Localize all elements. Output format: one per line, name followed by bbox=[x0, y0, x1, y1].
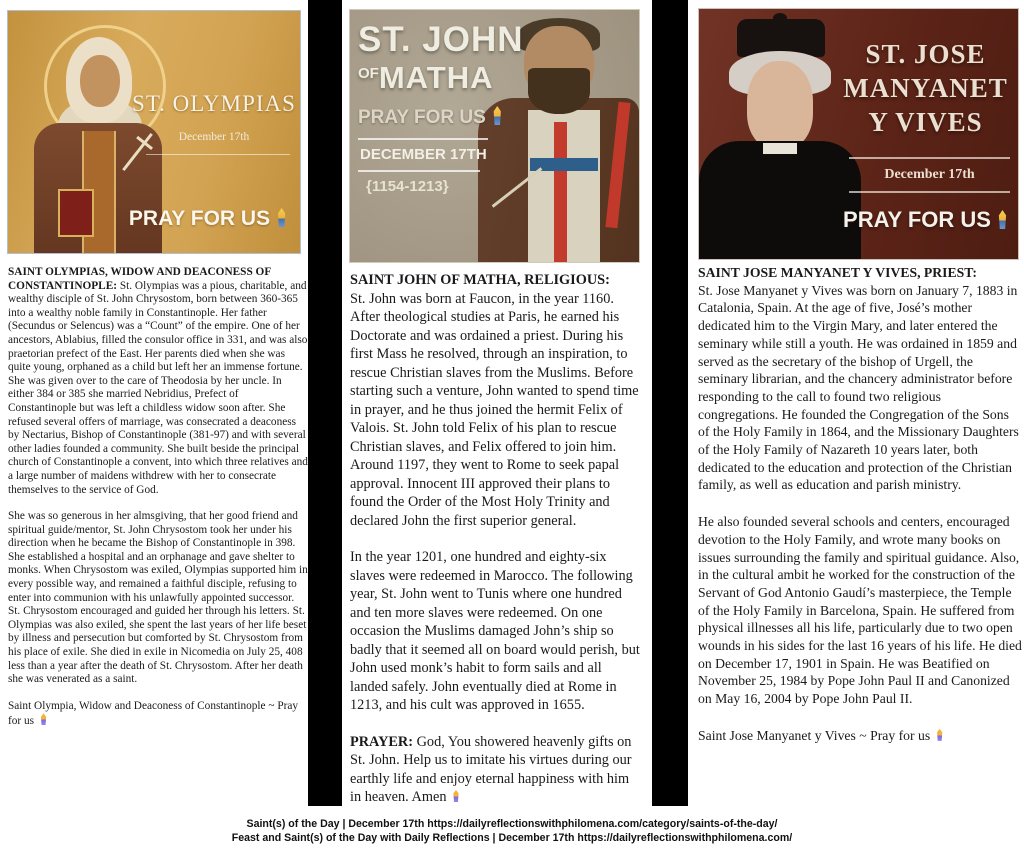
folded-hands-icon bbox=[934, 729, 945, 741]
divider-line bbox=[358, 170, 480, 172]
card-title-line2 bbox=[358, 60, 493, 96]
clerical-collar bbox=[763, 143, 797, 154]
column-divider-band-left bbox=[308, 0, 342, 806]
divider-line bbox=[146, 154, 290, 155]
footer-line-1: Saint(s) of the Day | December 17th https://dailyreflectionswithphilomena.com/category/saints-of-the-day/ bbox=[246, 818, 778, 830]
priest-face bbox=[747, 61, 813, 149]
article-heading: SAINT JOSE MANYANET Y VIVES, PRIEST: bbox=[698, 265, 977, 280]
jose-manyanet-article bbox=[698, 264, 1022, 764]
footer bbox=[0, 818, 1024, 845]
olympias-article bbox=[8, 266, 309, 742]
paragraph-text: In the year 1201, one hundred and eighty-six slaves were redeemed in Marocco. The following year, St. John went to Tunis where one hundred and ten more slaves were redeemed. On one occasion the Muslims damaged John’s ship so badly that it seemed all on board would perish, but John used monk’s habit to form sails and all landed safely. John eventually died at Rome in 1213, and his cult was approved in 1655. bbox=[350, 549, 640, 713]
column-divider-band-right bbox=[652, 0, 688, 806]
article-heading: SAINT JOHN OF MATHA, RELIGIOUS: bbox=[350, 272, 610, 288]
article-paragraph bbox=[350, 548, 642, 715]
card-title-line2: MANYANET bbox=[843, 73, 1008, 103]
divider-line bbox=[358, 138, 488, 140]
john-of-matha-article bbox=[350, 271, 642, 825]
monk-beard bbox=[528, 68, 590, 114]
card-date: December 17th bbox=[178, 131, 250, 143]
pray-text: PRAY FOR US bbox=[128, 207, 271, 230]
article-heading: SAINT OLYMPIAS, WIDOW AND DEACONESS OF CONSTANTINOPLE: bbox=[8, 266, 271, 292]
folded-hands-icon bbox=[995, 210, 1010, 229]
paragraph-text: He also founded several schools and centers, encouraged devotion to the Holy Family, and wrote many books on issues surrounding the family and spiritual guidance. Also, in the cultural ambit he worked for the construction of the Servant of God Antonio Gaudí’s masterpiece, the Temple of the Holy Family in Barcelona, Spain. He suffered from physical illnesses all his life, particularly due to two open wounds in his sides for the last 16 years of his life. He died on December 17, 1901 in Spain. He was Beatified on November 25, 1984 by Pope John Paul II and Canonized on May 16, 2004 by Pope John Paul II. bbox=[698, 514, 1022, 707]
pray-text: PRAY FOR US bbox=[843, 207, 991, 232]
article-paragraph bbox=[8, 510, 309, 687]
divider-line bbox=[849, 157, 1010, 159]
closing-text: Saint Jose Manyanet y Vives ~ Pray for us bbox=[698, 727, 931, 743]
pray-for-us-label bbox=[120, 207, 298, 231]
article-closing bbox=[698, 727, 1022, 745]
jose-manyanet-card-image bbox=[698, 8, 1019, 260]
saint-face bbox=[80, 55, 120, 107]
article-paragraph bbox=[8, 266, 309, 497]
olympias-card-image bbox=[7, 10, 301, 254]
card-date: DECEMBER 17TH bbox=[360, 146, 487, 163]
card-years: {1154-1213} bbox=[366, 178, 449, 195]
folded-hands-icon bbox=[490, 106, 505, 125]
card-title: ST. OLYMPIAS bbox=[132, 91, 296, 116]
card-title bbox=[837, 37, 1014, 139]
article-paragraph bbox=[698, 513, 1022, 708]
card-title-of: OF bbox=[358, 65, 379, 82]
closing-text: Saint Olympia, Widow and Deaconess of Constantinople ~ Pray for us bbox=[8, 699, 299, 728]
article-paragraph bbox=[698, 264, 1022, 494]
prayer-text: God, You showered heavenly gifts on St. John. Help us to imitate his virtues during our earthly life and enjoy eternal happiness with him in heaven. Amen bbox=[350, 733, 632, 805]
paragraph-text: St. Olympias was a pious, charitable, and wealthy disciple of St. John Chrysostom, born between 360-365 into a wealthy noble family in Constantinople. Her father (Secundus or Selencus) was a “Count” of the empire. One of her ancestors, Ablabius, filled the consulor office in 331, and was also praetorian prefect of the East. Her parents died when she was quite young, orphaned as a child but left her an immense fortune. She was given over to the care of Theodosia by her uncle. In either 384 or 385 she married Nebridius, Prefect of Constantinople but was left a childless widow soon after. She refused several offers of marriage, was consecrated a deaconess by Nectarius, Bishop of Constantinople (381-97) and with several other ladies founded a community. She built beside the principal church of Constantinople a convent, into which three relatives and a large number of maidens withdrew with her to consecrate themselves to the service of God. bbox=[8, 279, 308, 496]
card-title-line1: ST. JOSE bbox=[865, 39, 986, 69]
card-title-line3: Y VIVES bbox=[868, 107, 983, 137]
pray-for-us-label bbox=[839, 207, 1014, 233]
article-paragraph bbox=[350, 271, 642, 530]
card-date: December 17th bbox=[884, 167, 975, 182]
prayer-label: PRAYER: bbox=[350, 733, 414, 750]
paragraph-text: St. John was born at Faucon, in the year 1160. After theological studies at Paris, he earned his Doctorate and was ordained a priest. During his first Mass he resolved, through an inspiration, to rescue Christian slaves from the Muslims. Before starting such a venture, John wanted to spend time in prayer, and he thus joined the hermit Felix of Valois. St. John told Felix of his plan to rescue Christian slaves, and Felix offered to join him. Around 1197, they went to Rome to seek papal approval. Innocent III approved their plans to found the Order of the Most Holy Trinity and declared John the first superior general. bbox=[350, 290, 639, 529]
folded-hands-icon bbox=[450, 790, 461, 802]
paragraph-text: She was so generous in her almsgiving, that her good friend and spiritual guide/mentor, St. John Chrysostom took her under his direction when he became the Bishop of Constantinople in 398. She established a hospital and an orphanage and gave shelter to monks. When Chrysostom was exiled, Olympias supported him in every possible way, and remained a faithful disciple, refusing to enter into communion with his unlawfully appointed successor. St. Chrysostom encouraged and guided her through his letters. St. Olympias was also exiled, she spent the last years of her life beset by illness and persecution but comforted by St. Chrysostom from his place of exile. She died in exile in Nicomedia on July 25, 408 less than a year after the death of St. Chrysostom. After her death she was venerated as a saint. bbox=[8, 510, 308, 686]
article-closing bbox=[8, 700, 309, 729]
card-title-main: MATHA bbox=[378, 60, 494, 95]
divider-line bbox=[849, 191, 1010, 193]
priest-cassock bbox=[699, 141, 861, 259]
card-title-line1: ST. JOHN bbox=[358, 20, 524, 59]
folded-hands-icon bbox=[38, 713, 49, 725]
john-of-matha-card-image bbox=[349, 9, 640, 263]
article-prayer bbox=[350, 733, 642, 807]
trinitarian-cross-red-bar bbox=[554, 122, 567, 262]
gospel-book-icon bbox=[58, 189, 94, 237]
footer-line-2: Feast and Saint(s) of the Day with Daily Reflections | December 17th https://dailyreflectionswithphilomena.com/ bbox=[231, 831, 793, 844]
folded-hands-icon bbox=[274, 208, 289, 227]
pray-for-us-label bbox=[358, 106, 505, 129]
paragraph-text: St. Jose Manyanet y Vives was born on January 7, 1883 in Catalonia, Spain. At the age of five, José’s mother dedicated him to the Virgin Mary, and later entered the seminary while still a youth. He was ordained in 1859 and served as the secretary of the bishop of Urgell, the seminary librarian, and the chancery administrator before responding to the call to found two religious congregations. He founded the Congregation of the Sons of the Holy Family in 1864, and the Missionary Daughters of the Holy Family of Nazareth 10 years later, both dedicated to the education and protection of the Christian family, as well as education and parish ministry. bbox=[698, 282, 1019, 493]
pray-text: PRAY FOR US bbox=[358, 107, 486, 128]
